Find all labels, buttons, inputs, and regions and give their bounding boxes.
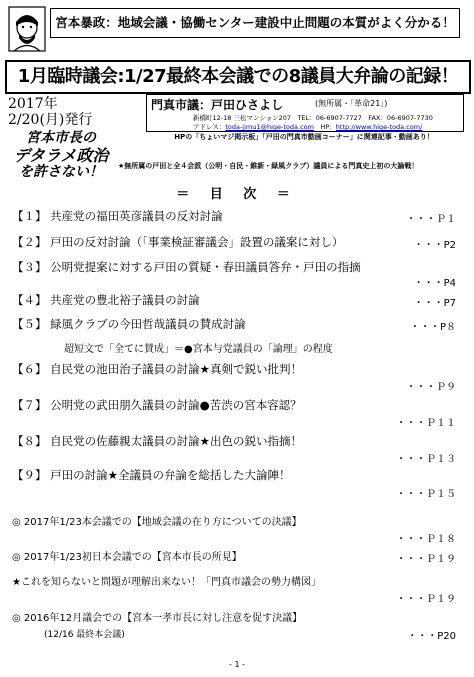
author-address: 新橋町12-18 三松マンション207 TEL：06-6907-7727 FAX：06-6907-7730 (193, 114, 433, 122)
extra-page-3: ・・・Ｐ１９ (396, 594, 456, 605)
toc-item-9: 【９】 戸田の討論★全議員の弁論を総括した大論陣！ (12, 468, 291, 482)
website-link[interactable]: http://www.hige-toda.com/ (335, 123, 423, 131)
extra-page-2: ・・・Ｐ１９ (396, 554, 456, 565)
toc-page-6: ・・・Ｐ９ (406, 382, 456, 393)
extra-item-1: ◎ 2017年1/23本会議での【地域会議の在り方についての決議】 (12, 517, 302, 528)
author-contact (193, 122, 422, 131)
extra-page-1: ・・・Ｐ１８ (396, 534, 456, 545)
mail-label: アドレス： (193, 123, 226, 131)
page-number: - 1 - (229, 660, 245, 669)
slogan (6, 130, 116, 181)
slogan-line1: 宮本市長の (26, 130, 96, 146)
toc-page-5: ・・・P８ (409, 322, 456, 333)
email-link[interactable]: toda-jimu1@hige-toda.com (225, 123, 314, 131)
toc-item-1: 【１】 共産党の福田英彦議員の反対討論 (12, 209, 223, 223)
toc-page-9: ・・・Ｐ１５ (396, 489, 456, 500)
toc-title: ＝ 目 次 ＝ (176, 187, 298, 202)
issue-day: 2/20(月)発行 (8, 112, 93, 128)
toc-page-1: ・・・Ｐ１ (406, 214, 456, 225)
hp-note: HPの「ちょいマジ掲示板」「戸田の門真市動画コーナー」に関連記事・動画あり！ (174, 133, 434, 141)
toc-page-8: ・・・Ｐ１３ (396, 454, 456, 465)
toc-item-4: 【４】 共産党の豊北裕子議員の討論 (12, 293, 200, 307)
toc-item-6: 【６】 自民党の池田治子議員の討論★真剣で鋭い批判！ (12, 362, 302, 376)
author-party: (無所属・「革命21」) (315, 99, 388, 108)
toc-item-8: 【８】 自民党の佐藤親太議員の討論★出色の鋭い指摘！ (12, 434, 302, 448)
extra-item-3: ★これを知らないと問題が理解出来ない！「門真市議会の勢力構図」 (12, 577, 321, 588)
toc-item-2: 【２】 戸田の反対討論（「事業検証審議会」設置の議案に対し） (12, 235, 344, 249)
toc-item-7: 【７】 公明党の武田朋久議員の討論●苦渋の宮本容認？ (12, 398, 302, 412)
author-info-box (146, 94, 464, 132)
author-name: 門真市議：戸田ひさよし (151, 98, 284, 112)
extra-sub-note: (12/16 最終本会議) (44, 630, 125, 640)
toc-page-3: ・・・P4 (413, 278, 456, 289)
slogan-line3: を許さない！ (19, 164, 103, 180)
toc-item-3: 【３】 公明党提案に対する戸田の質疑・春田議員答弁・戸田の指摘 (12, 260, 361, 274)
slogan-line2: デタラメ政治 (13, 146, 109, 165)
toc-sub-note: 超短文で「全てに賛成」＝●宮本与党議員の「論理」の程度 (64, 344, 333, 355)
extra-page-4: ・・・P20 (407, 631, 456, 642)
toc-page-2: ・・・P2 (413, 240, 456, 251)
portrait-icon (8, 6, 46, 52)
issue-date (8, 96, 92, 128)
toc-page-7: ・・・Ｐ１１ (396, 418, 456, 429)
toc-page-4: ・・・P7 (413, 298, 456, 309)
extra-item-2: ◎ 2017年1/23初日本会議での【宮本市長の所見】 (12, 552, 242, 563)
toc-item-5: 【５】 緑風クラブの今田哲哉議員の賛成討論 (12, 317, 246, 331)
main-title: 1月臨時議会:1/27最終本会議での8議員大弁論の記録！ (5, 60, 471, 94)
debate-note: ★無所属の戸田と全４会派（公明・自民・維新・緑風クラブ）議員による門真史上初の大論戦！ (118, 162, 419, 170)
hp-label: HP： (313, 123, 336, 131)
issue-year: 2017年 (8, 96, 58, 112)
extra-item-4: ◎ 2016年12月議会での【宮本一孝市長に対し注意を促す決議】 (12, 613, 303, 624)
headline-banner: 宮本暴政：地域会議・協働センター建設中止問題の本質がよく分かる！ (50, 8, 460, 38)
